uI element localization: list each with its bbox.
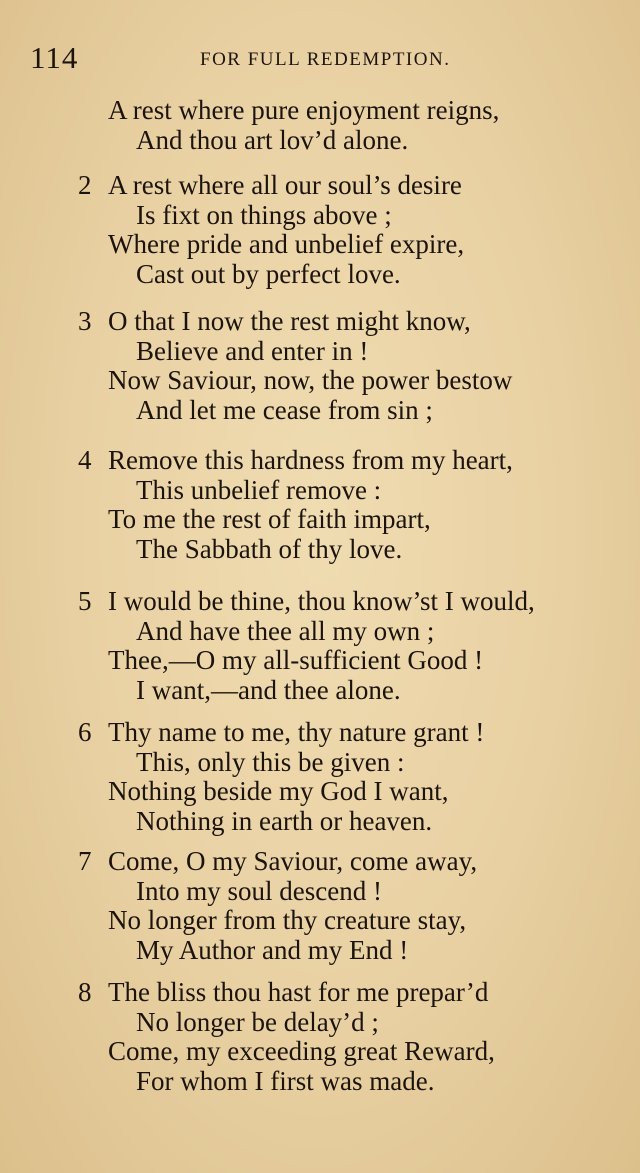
verse-line: O that I now the rest might know, — [108, 306, 471, 336]
stanza-number: 5 — [78, 586, 92, 616]
verse-line: The Sabbath of thy love. — [136, 533, 403, 564]
verse-line: Come, O my Saviour, come away, — [108, 846, 478, 876]
stanza-number: 8 — [78, 977, 92, 1007]
verse-line: Where pride and unbelief expire, — [108, 229, 465, 259]
verse-line: The bliss thou hast for me prepar’d — [108, 977, 489, 1007]
verse-line: No longer be delay’d ; — [136, 1006, 379, 1037]
stanza-lines — [108, 587, 618, 705]
verse-line: Remove this hardness from my heart, — [108, 445, 513, 475]
verse-line: And have thee all my own ; — [136, 615, 435, 646]
verse-line: I want,—and thee alone. — [136, 674, 401, 705]
stanza-number: 3 — [78, 306, 92, 336]
stanza-number: 7 — [78, 846, 92, 876]
verse-line: This unbelief remove : — [136, 474, 382, 505]
verse-line: A rest where pure enjoyment reigns, — [108, 95, 500, 125]
verse-line: And let me cease from sin ; — [136, 394, 433, 425]
verse-line: Is fixt on things above ; — [136, 199, 392, 230]
stanza-number: 4 — [78, 445, 92, 475]
verse-line: Now Saviour, now, the power bestow — [108, 365, 513, 395]
verse-line: For whom I first was made. — [136, 1065, 435, 1096]
verse-line: Into my soul descend ! — [136, 875, 382, 906]
verse-line: This, only this be given : — [136, 746, 405, 777]
verse-line: Nothing in earth or heaven. — [136, 805, 433, 836]
verse-line: Nothing beside my God I want, — [108, 776, 449, 806]
stanza-lines — [108, 847, 618, 965]
stanza-number: 6 — [78, 717, 92, 747]
verse-line: Cast out by perfect love. — [136, 258, 401, 289]
stanza-lines — [108, 718, 618, 836]
verse-line: Believe and enter in ! — [136, 335, 369, 366]
verse-line: Thee,—O my all-sufficient Good ! — [108, 645, 484, 675]
stanza-lines — [108, 171, 618, 289]
stanza-lines — [108, 446, 618, 564]
stanza-number: 2 — [78, 170, 92, 200]
page-header — [0, 40, 640, 80]
stanza-fragment — [108, 96, 608, 155]
verse-line: And thou art lov’d alone. — [136, 124, 409, 155]
page-number: 114 — [30, 40, 79, 75]
verse-line: Thy name to me, thy nature grant ! — [108, 717, 485, 747]
verse-line: A rest where all our soul’s desire — [108, 170, 462, 200]
verse-line: To me the rest of faith impart, — [108, 504, 431, 534]
verse-line: I would be thine, thou know’st I would, — [108, 586, 535, 616]
stanza-lines — [108, 307, 618, 425]
verse-line: No longer from thy creature stay, — [108, 905, 467, 935]
stanza-lines — [108, 978, 618, 1096]
running-head: FOR FULL REDEMPTION. — [200, 49, 451, 70]
verse-line: Come, my exceeding great Reward, — [108, 1036, 495, 1066]
verse-line: My Author and my End ! — [136, 934, 409, 965]
